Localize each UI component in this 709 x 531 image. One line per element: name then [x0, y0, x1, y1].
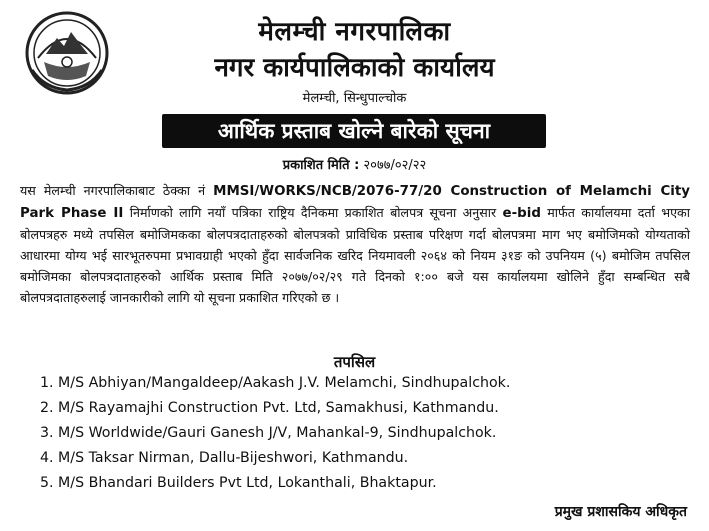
bidder-list: [40, 371, 510, 496]
notice-title: आर्थिक प्रस्ताब खोल्ने बारेको सूचना: [162, 114, 546, 148]
list-item: 4. M/S Taksar Nirman, Dallu-Bijeshwori, Kathmandu.: [40, 450, 409, 466]
ebid-label: e-bid: [502, 206, 541, 221]
body-text-part3: मार्फत कार्यालयमा दर्ता भएका बोलपत्रहरु मध्ये तपसिल बमोजिमकका बोलपत्रदाताहरुको बोलपत्रको प्राविधिक प्रस्ताब परिक्षण गर्दा बोलपत्रमा माग भए बमोजिमको योग्यताको आधारमा योग्य भई सारभूतरुपमा प्रभावग्राही भएको हुँदा सार्वजनिक खरिद नियमावली २०६४ को नियम ३१ङ को उपनियम (५) बमोजिम तपसिल बमोजिमका बोलपत्रदाताहरुको आर्थिक प्रस्ताब मिति २०७७/०२/२९ गते दिनको १:०० बजे यस कार्यालयमा खोलिने हुँदा सम्बन्धित सबै बोलपत्रदाताहरुलाई जानकारीको लागि यो सूचना प्रकाशित गरिएको छ ।: [20, 205, 690, 305]
contract-reference: MMSI/WORKS/NCB/2076-77/20 Construction of Melamchi City Park Phase II: [20, 184, 690, 221]
body-text-part2: निर्माणको लागि नयाँ पत्रिका राष्ट्रिय दैनिकमा प्रकाशित बोलपत्र सूचना अनुसार: [123, 205, 503, 220]
published-date-line: [0, 155, 709, 173]
org-name: मेलम्ची नगरपालिका: [258, 17, 451, 47]
list-item: 1. M/S Abhiyan/Mangaldeep/Aakash J.V. Melamchi, Sindhupalchok.: [40, 375, 511, 391]
tapsil-heading: तपसिल: [333, 353, 376, 371]
published-date: २०७७/०२/२२: [363, 158, 427, 173]
office-name: नगर कार्यपालिकाको कार्यालय: [214, 53, 495, 83]
body-text-part1: यस मेलम्ची नगरपालिकाबाट ठेक्का नं: [20, 183, 214, 198]
list-item: 3. M/S Worldwide/Gauri Ganesh J/V, Mahankal-9, Sindhupalchok.: [40, 425, 497, 441]
notice-body: [20, 180, 690, 308]
list-item: 2. M/S Rayamajhi Construction Pvt. Ltd, Samakhusi, Kathmandu.: [40, 400, 499, 416]
published-date-label: प्रकाशित मिति :: [282, 158, 360, 173]
signatory-title: प्रमुख प्रशासकिय अधिकृत: [554, 504, 687, 520]
office-address: मेलम्ची, सिन्धुपाल्चोक: [302, 91, 407, 106]
list-item: 5. M/S Bhandari Builders Pvt Ltd, Lokanthali, Bhaktapur.: [40, 475, 437, 491]
